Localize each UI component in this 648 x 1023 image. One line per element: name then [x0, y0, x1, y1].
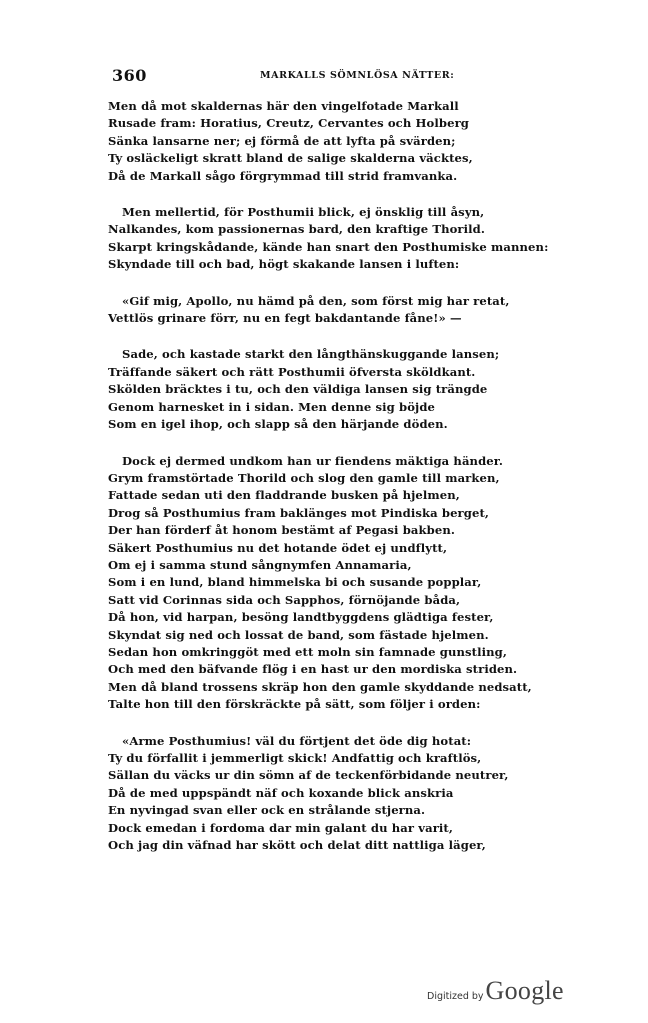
stanza — [108, 346, 548, 433]
verse-line: Talte hon till den förskräckte på sätt, som följer i orden: — [108, 697, 481, 712]
stanza — [108, 204, 548, 274]
stanza — [108, 453, 548, 714]
verse-line: Skyndade till och bad, högt skakande lansen i luften: — [108, 257, 460, 272]
verse-line: Dock ej dermed undkom han ur fiendens mäktiga händer. — [122, 453, 504, 468]
verse-line: Då de med uppspändt näf och koxande blick anskria — [108, 785, 454, 800]
verse-line: Genom harnesket in i sidan. Men denne sig böjde — [108, 399, 436, 414]
verse-line: Säkert Posthumius nu det hotande ödet ej undflytt, — [108, 540, 448, 555]
digitized-by-label: Digitized by — [427, 991, 484, 1002]
verse-line: Som en igel ihop, och slapp så den härjande döden. — [108, 417, 448, 432]
verse-line: Då de Markall sågo förgrymmad till strid framvanka. — [108, 168, 458, 183]
verse-line: Om ej i samma stund sångnymfen Annamaria, — [108, 557, 412, 572]
verse-line: Sällan du väcks ur din sömn af de teckenförbidande neutrer, — [108, 768, 509, 783]
verse-line: Sade, och kastade starkt den långthänskuggande lansen; — [122, 347, 500, 362]
verse-line: Fattade sedan uti den fladdrande busken på hjelmen, — [108, 488, 460, 503]
running-head: MARKALLS SÖMNLÖSA NÄTTER: — [260, 70, 455, 81]
page-number: 360 — [112, 66, 147, 85]
verse-line: Skölden bräcktes i tu, och den väldiga lansen sig trängde — [108, 382, 488, 397]
verse-line: Grym framstörtade Thorild och slog den gamle till marken, — [108, 470, 500, 485]
poem-body — [108, 98, 548, 854]
verse-line: Nalkandes, kom passionernas bard, den kraftige Thorild. — [108, 222, 485, 237]
verse-line: Då hon, vid harpan, besöng landtbyggdens glädtiga fester, — [108, 610, 494, 625]
verse-line: Träffande säkert och rätt Posthumii öfversta sköldkant. — [108, 364, 476, 379]
verse-line: En nyvingad svan eller ock en strålande stjerna. — [108, 803, 426, 818]
verse-line: Rusade fram: Horatius, Creutz, Cervantes och Holberg — [108, 116, 469, 131]
stanza — [108, 98, 548, 185]
verse-line: Drog så Posthumius fram baklänges mot Pindiska berget, — [108, 505, 490, 520]
verse-line: «Arme Posthumius! väl du förtjent det öde dig hotat: — [122, 733, 472, 748]
google-logo: Google — [485, 976, 564, 1005]
verse-line: «Gif mig, Apollo, nu hämd på den, som först mig har retat, — [122, 293, 510, 308]
verse-line: Och med den bäfvande flög i en hast ur den mordiska striden. — [108, 662, 518, 677]
verse-line: Och jag din väfnad har skött och delat ditt nattliga läger, — [108, 838, 486, 853]
verse-line: Dock emedan i fordoma dar min galant du har varit, — [108, 820, 454, 835]
verse-line: Satt vid Corinnas sida och Sapphos, förnöjande båda, — [108, 592, 461, 607]
verse-line: Skarpt kringskådande, kände han snart den Posthumiske mannen: — [108, 239, 549, 254]
stanza — [108, 293, 548, 328]
verse-line: Som i en lund, bland himmelska bi och susande popplar, — [108, 575, 482, 590]
verse-line: Men då bland trossens skräp hon den gamle skyddande nedsatt, — [108, 679, 532, 694]
verse-line: Der han förderf åt honom bestämt af Pegasi bakben. — [108, 523, 455, 538]
verse-line: Sedan hon omkringgöt med ett moln sin famnade gunstling, — [108, 644, 508, 659]
verse-line: Vettlös grinare förr, nu en fegt bakdantande fåne!» — — [108, 311, 462, 326]
verse-line: Men mellertid, för Posthumii blick, ej önsklig till åsyn, — [122, 205, 485, 220]
digitized-watermark — [427, 976, 564, 1006]
verse-line: Men då mot skaldernas här den vingelfotade Markall — [108, 99, 459, 113]
verse-line: Skyndat sig ned och lossat de band, som fästade hjelmen. — [108, 627, 489, 642]
verse-line: Ty osläckeligt skratt bland de salige skalderna väcktes, — [108, 151, 473, 166]
verse-line: Ty du förfallit i jemmerligt skick! Andfattig och kraftlös, — [108, 751, 482, 765]
stanza — [108, 733, 548, 855]
verse-line: Sänka lansarne ner; ej förmå de att lyfta på svärden; — [108, 133, 456, 148]
